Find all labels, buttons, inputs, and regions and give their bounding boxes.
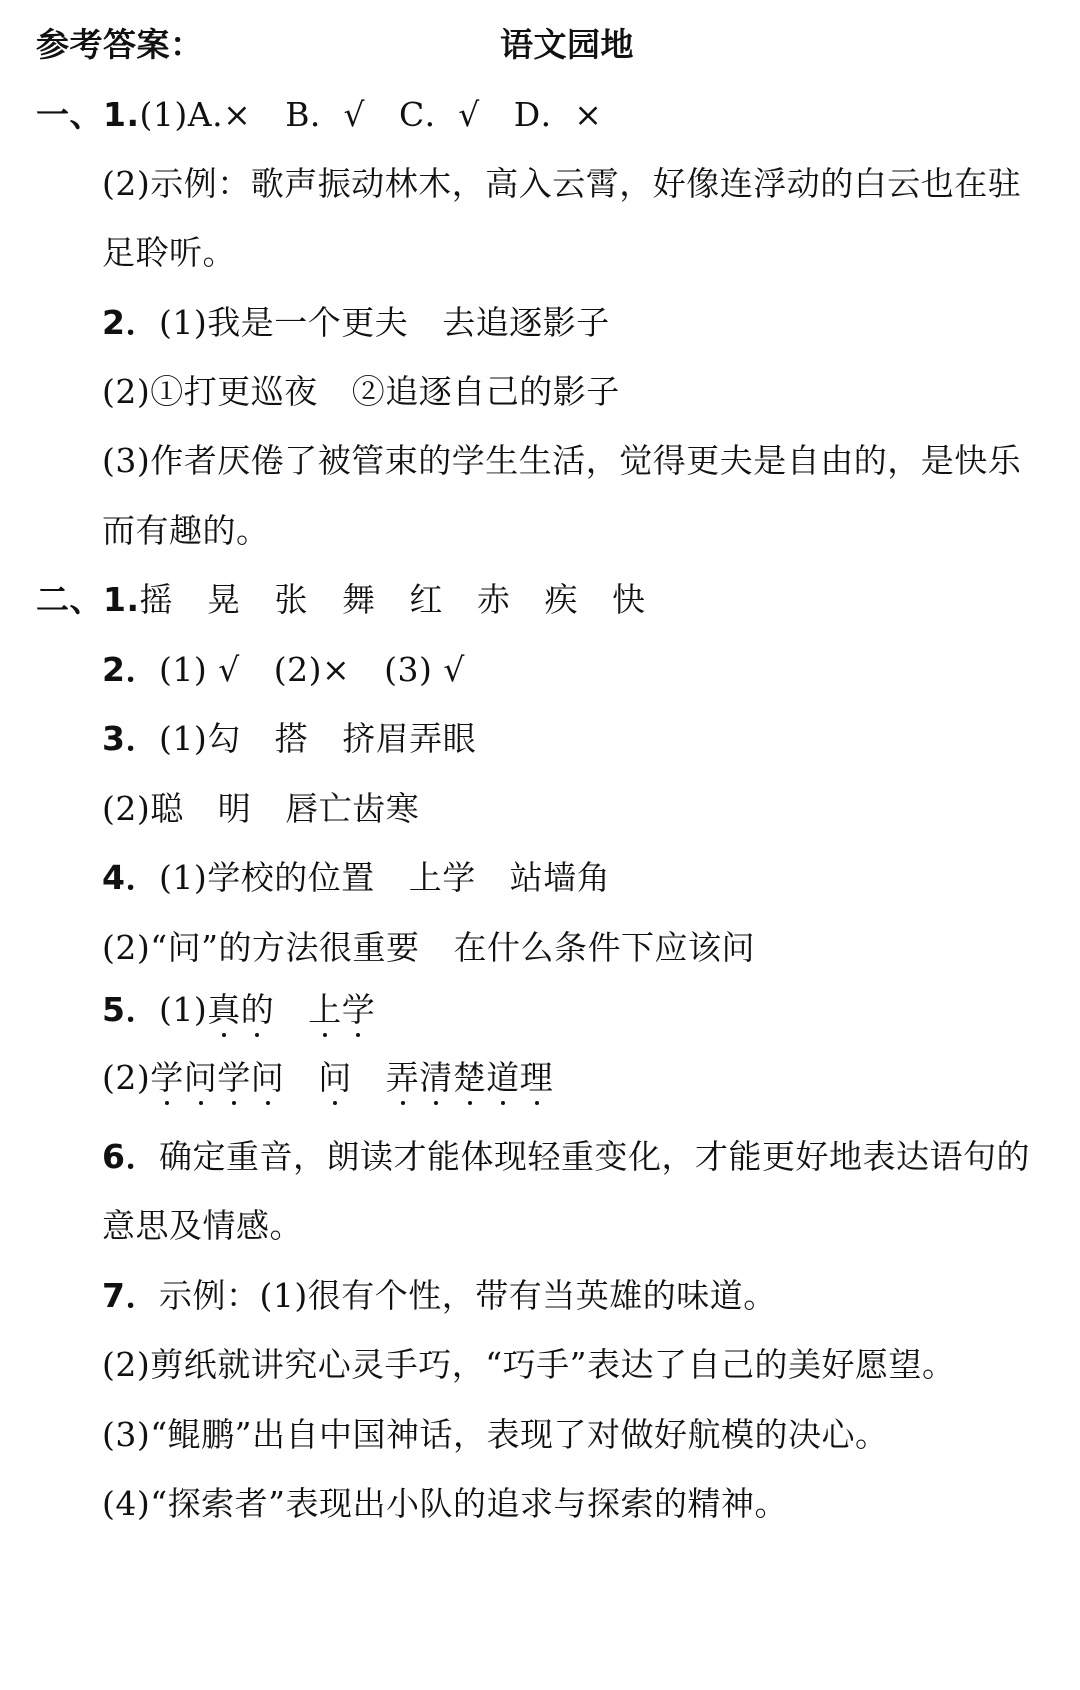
- s2-q6-number: 6．: [102, 1137, 159, 1176]
- s1-q1-number: 1.: [103, 95, 140, 134]
- s2-q7-part4-answer: (4)“探索者”表现出小队的追求与探索的精神。: [102, 1484, 788, 1523]
- s2-q1-word: 疾: [544, 580, 578, 619]
- dotted-char: 学: [341, 990, 376, 1029]
- s2-q5-part1-prefix: (1): [158, 990, 208, 1029]
- s2-q7-part1-line: [102, 1276, 777, 1316]
- dotted-char: 问: [250, 1058, 285, 1097]
- s2-q4-part1-answer: (1)学校的位置: [158, 858, 375, 897]
- s2-q1-line: [36, 580, 646, 620]
- s2-q3-part1-answer: 挤眉弄眼: [342, 719, 477, 758]
- s2-q3-part2-answer: (2)聪: [102, 789, 184, 828]
- s2-q7-number: 7．: [102, 1276, 159, 1315]
- s1-q1-answer-d: D．×: [513, 95, 603, 134]
- s2-q7-part1-answer: 示例：(1)很有个性，带有当英雄的味道。: [158, 1276, 777, 1315]
- s2-q3-part2-answer: 明: [217, 789, 252, 828]
- s1-q1-part2-line2: 足聆听。: [102, 233, 236, 272]
- s2-q7-part3-answer: (3)“鲲鹏”出自中国神话，表现了对做好航模的决心。: [102, 1415, 889, 1454]
- s1-q2-part1-line: [102, 303, 610, 343]
- s1-q2-part1-answer-b: 去追逐影子: [442, 303, 610, 342]
- s2-q1-number: 1.: [103, 580, 140, 619]
- s2-q7-part2-answer: (2)剪纸就讲究心灵手巧，“巧手”表达了自己的美好愿望。: [102, 1345, 956, 1384]
- s2-q3-part1-answer: 搭: [274, 719, 309, 758]
- section-2-number: 二、: [36, 580, 103, 619]
- dotted-char: 问: [183, 1058, 218, 1097]
- answer-key-label: 参考答案：: [36, 25, 204, 64]
- s2-q3-part2-answer: 唇亡齿寒: [285, 789, 420, 828]
- s1-q1-answer-c: C．√: [399, 95, 480, 134]
- s2-q3-part1-answer: (1)勾: [158, 719, 241, 758]
- s2-q6-line1: [102, 1137, 1030, 1177]
- s2-q1-word: 赤: [477, 580, 511, 619]
- s2-q2-line: [102, 650, 465, 690]
- s1-q2-part1-answer-a: (1)我是一个更夫: [158, 303, 409, 342]
- s2-q6-answer-line1: 确定重音，朗读才能体现轻重变化，才能更好地表达语句的: [158, 1137, 1030, 1176]
- s2-q5-part2-line: [102, 1058, 553, 1098]
- s2-q2-answer-1: (1) √: [158, 650, 240, 689]
- dotted-char: 的: [240, 990, 275, 1029]
- s2-q1-word: 摇: [139, 580, 173, 619]
- s2-q4-part1-answer: 上学: [408, 858, 476, 897]
- dotted-char: 真: [207, 990, 241, 1029]
- s2-q5-part2-prefix: (2): [102, 1058, 151, 1097]
- s2-q3-number: 3．: [102, 719, 159, 758]
- s2-q2-answer-2: (2)×: [273, 650, 351, 689]
- section-1-number: 一、: [36, 95, 103, 134]
- dotted-char: 理: [519, 1058, 554, 1097]
- s2-q4-part2-answer-a: (2)“问”的方法很重要: [102, 928, 420, 967]
- s1-q1-answer-a: (1)A.×: [139, 95, 252, 134]
- s1-q2-part2-answer-b: ②追逐自己的影子: [351, 372, 620, 411]
- s2-q4-part1-line: [102, 858, 610, 898]
- s2-q4-part2-answer-b: 在什么条件下应该问: [453, 928, 755, 967]
- dotted-char: 学: [150, 1058, 184, 1097]
- dotted-char: 道: [486, 1058, 520, 1097]
- s2-q1-word: 舞: [342, 580, 376, 619]
- s2-q2-number: 2．: [102, 650, 159, 689]
- s2-q3-part1-line: [102, 719, 476, 759]
- s2-q4-part2-line: [102, 928, 755, 968]
- s1-q2-part2-answer-a: (2)①打更巡夜: [102, 372, 318, 411]
- page-title: 语文园地: [500, 25, 634, 64]
- s1-q2-part2-line: [102, 372, 620, 412]
- s2-q1-word: 晃: [207, 580, 241, 619]
- s2-q1-word: 快: [612, 580, 646, 619]
- s2-q4-part1-answer: 站墙角: [509, 858, 611, 897]
- s1-q1-answer-b: B．√: [285, 95, 365, 134]
- s2-q5-part1-line: [102, 990, 375, 1030]
- dotted-char: 上: [308, 990, 342, 1029]
- dotted-char: 学: [217, 1058, 251, 1097]
- s1-q1-part2-line1: (2)示例：歌声振动林木，高入云霄，好像连浮动的白云也在驻: [102, 164, 1022, 203]
- s2-q1-word: 张: [274, 580, 308, 619]
- s1-q1-answer-line: [36, 95, 602, 135]
- dotted-char: 问: [318, 1058, 352, 1097]
- s1-q2-part3-line1: (3)作者厌倦了被管束的学生生活，觉得更夫是自由的，是快乐: [102, 441, 1022, 480]
- s2-q1-word: 红: [409, 580, 443, 619]
- dotted-char: 楚: [452, 1058, 487, 1097]
- dotted-char: 弄: [385, 1058, 420, 1097]
- s1-q2-part3-line2: 而有趣的。: [102, 511, 270, 550]
- s2-q6-answer-line2: 意思及情感。: [102, 1206, 303, 1245]
- s2-q4-number: 4．: [102, 858, 159, 897]
- dotted-char: 清: [419, 1058, 453, 1097]
- s1-q2-number: 2．: [102, 303, 159, 342]
- s2-q5-number: 5．: [102, 990, 159, 1029]
- s2-q2-answer-3: (3) √: [384, 650, 465, 689]
- s2-q3-part2-line: [102, 789, 419, 829]
